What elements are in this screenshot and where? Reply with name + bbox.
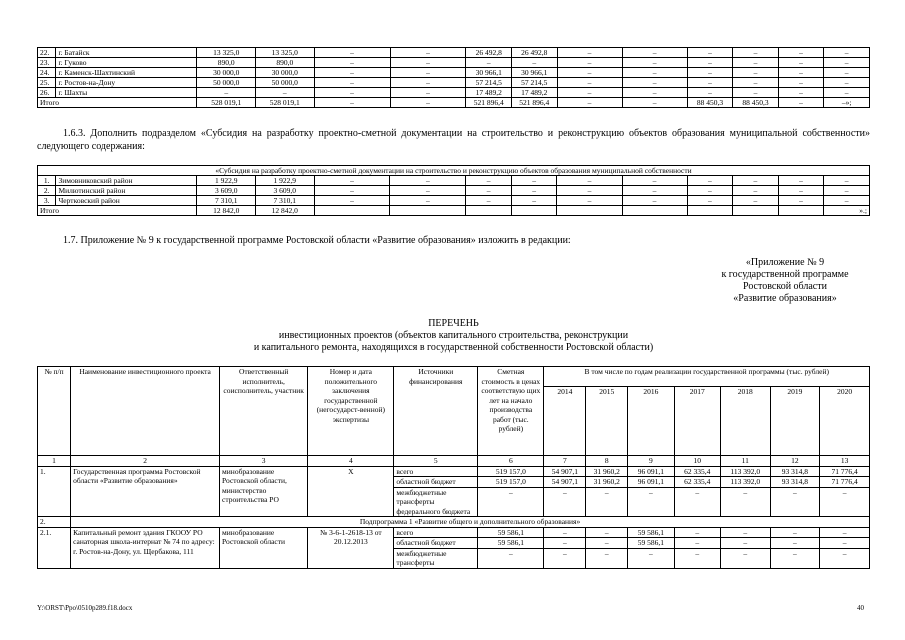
column-number: 3 bbox=[220, 456, 308, 467]
value-cell: – bbox=[511, 196, 557, 206]
row-number: 2. bbox=[38, 517, 71, 528]
value-cell: – bbox=[557, 88, 622, 98]
value-cell: 96 091,1 bbox=[628, 466, 674, 477]
value-cell: – bbox=[778, 58, 824, 68]
value-cell: – bbox=[820, 487, 870, 517]
row-number: 24. bbox=[38, 68, 56, 78]
value-cell: 62 335,4 bbox=[674, 466, 720, 477]
municipality-name: г. Шахты bbox=[56, 88, 197, 98]
value-cell: 17 489,2 bbox=[466, 88, 512, 98]
value-cell: – bbox=[197, 88, 256, 98]
value-cell: – bbox=[687, 88, 733, 98]
row-number: 2.1. bbox=[38, 527, 71, 568]
value-cell: 7 310,1 bbox=[197, 196, 256, 206]
expertise-date: № 3-6-1-2618-13 от 20.12.2013 bbox=[308, 527, 394, 568]
value-cell: 113 392,0 bbox=[720, 477, 770, 488]
value-cell: – bbox=[622, 186, 687, 196]
value-cell: – bbox=[314, 58, 390, 68]
value-cell: – bbox=[770, 538, 820, 549]
value-cell: 13 325,0 bbox=[256, 48, 315, 58]
value-cell: – bbox=[687, 176, 733, 186]
row-number: 25. bbox=[38, 78, 56, 88]
value-cell: 59 586,1 bbox=[478, 527, 544, 538]
value-cell: 54 907,1 bbox=[544, 466, 586, 477]
value-cell: – bbox=[733, 48, 779, 58]
value-cell: 890,0 bbox=[256, 58, 315, 68]
total-value-cell bbox=[557, 206, 622, 216]
value-cell: – bbox=[466, 176, 512, 186]
col-header-source: Источники финансирования bbox=[394, 367, 478, 456]
value-cell: – bbox=[511, 186, 557, 196]
subsidy-design-docs-table bbox=[37, 165, 870, 216]
value-cell: – bbox=[824, 186, 870, 196]
col-header-expertise: Номер и дата положительного заключения государственной (негосударст-венной) экспертизы bbox=[308, 367, 394, 456]
value-cell: – bbox=[314, 68, 390, 78]
table-row bbox=[38, 88, 870, 98]
municipality-name: г. Ростов-на-Дону bbox=[56, 78, 197, 88]
value-cell: – bbox=[824, 78, 870, 88]
value-cell: 890,0 bbox=[197, 58, 256, 68]
column-number: 12 bbox=[770, 456, 820, 467]
value-cell: – bbox=[511, 176, 557, 186]
appendix-line-1: «Приложение № 9 bbox=[745, 257, 825, 268]
value-cell: – bbox=[622, 176, 687, 186]
value-cell: – bbox=[622, 58, 687, 68]
appendix-line-4: «Развитие образования» bbox=[733, 293, 837, 304]
value-cell: 3 609,0 bbox=[255, 186, 314, 196]
value-cell: 31 960,2 bbox=[586, 466, 628, 477]
value-cell: – bbox=[544, 538, 586, 549]
appendix-line-2: к государственной программе bbox=[721, 269, 849, 280]
value-cell: – bbox=[511, 58, 557, 68]
value-cell: 26 492,8 bbox=[511, 48, 557, 58]
column-number: 13 bbox=[820, 456, 870, 467]
year-header: 2020 bbox=[820, 387, 870, 456]
appendix-caption bbox=[690, 257, 880, 305]
investment-projects-table bbox=[37, 366, 870, 569]
financing-source: областной бюджет bbox=[394, 477, 478, 488]
value-cell: – bbox=[557, 68, 622, 78]
row-number: 1. bbox=[38, 176, 56, 186]
value-cell: 59 586,1 bbox=[628, 527, 674, 538]
total-value-cell: – bbox=[314, 98, 390, 108]
total-value-cell: 12 842,0 bbox=[255, 206, 314, 216]
financing-source: межбюджетные трансферты bbox=[394, 548, 478, 568]
value-cell: 57 214,5 bbox=[511, 78, 557, 88]
value-cell: 30 000,0 bbox=[256, 68, 315, 78]
row-number: 1. bbox=[38, 466, 71, 517]
value-cell: 57 214,5 bbox=[466, 78, 512, 88]
total-label: Итого bbox=[38, 98, 197, 108]
title-line-1: ПЕРЕЧЕНЬ bbox=[428, 318, 479, 329]
total-value-cell bbox=[733, 206, 779, 216]
municipality-name: г. Батайск bbox=[56, 48, 197, 58]
subprogram-title: Подпрограмма 1 «Развитие общего и дополнительного образования» bbox=[71, 517, 870, 528]
value-cell: – bbox=[390, 88, 466, 98]
value-cell: – bbox=[466, 196, 512, 206]
col-header-name: Наименование инвестиционного проекта bbox=[71, 367, 220, 456]
total-value-cell: 528 019,1 bbox=[197, 98, 256, 108]
table-row bbox=[38, 48, 870, 58]
value-cell: – bbox=[674, 538, 720, 549]
total-value-cell bbox=[314, 206, 390, 216]
value-cell: – bbox=[586, 527, 628, 538]
col-header-executor: Ответственный исполнитель, соисполнитель, участник bbox=[220, 367, 308, 456]
value-cell: 31 960,2 bbox=[586, 477, 628, 488]
value-cell: – bbox=[824, 68, 870, 78]
value-cell: – bbox=[824, 58, 870, 68]
municipality-name: г. Каменск-Шахтинский bbox=[56, 68, 197, 78]
value-cell: – bbox=[557, 78, 622, 88]
column-number: 7 bbox=[544, 456, 586, 467]
total-value-cell: – bbox=[778, 98, 824, 108]
municipality-name: г. Гуково bbox=[56, 58, 197, 68]
value-cell: – bbox=[390, 196, 466, 206]
value-cell: – bbox=[622, 78, 687, 88]
value-cell: – bbox=[770, 527, 820, 538]
value-cell: – bbox=[557, 186, 622, 196]
table-row bbox=[38, 68, 870, 78]
footer-file-path: Y:\ORST\Ppo\0510p289.f18.docx bbox=[37, 604, 133, 612]
total-value-cell bbox=[687, 206, 733, 216]
value-cell: – bbox=[770, 548, 820, 568]
district-name: Милютинский район bbox=[56, 186, 197, 196]
column-number: 4 bbox=[308, 456, 394, 467]
total-label: Итого bbox=[38, 206, 197, 216]
value-cell: 17 489,2 bbox=[511, 88, 557, 98]
value-cell: – bbox=[778, 48, 824, 58]
value-cell: 62 335,4 bbox=[674, 477, 720, 488]
total-value-cell bbox=[511, 206, 557, 216]
value-cell: – bbox=[720, 548, 770, 568]
row-number: 23. bbox=[38, 58, 56, 68]
value-cell: – bbox=[720, 538, 770, 549]
financing-source: областной бюджет bbox=[394, 538, 478, 549]
value-cell: 1 922,9 bbox=[255, 176, 314, 186]
total-value-cell: – bbox=[557, 98, 622, 108]
value-cell: – bbox=[733, 88, 779, 98]
value-cell: – bbox=[778, 68, 824, 78]
value-cell: 50 000,0 bbox=[256, 78, 315, 88]
value-cell: 3 609,0 bbox=[197, 186, 256, 196]
expertise-date: Х bbox=[308, 466, 394, 517]
value-cell: – bbox=[390, 186, 466, 196]
column-number: 11 bbox=[720, 456, 770, 467]
value-cell: – bbox=[544, 548, 586, 568]
value-cell: – bbox=[733, 186, 779, 196]
year-header: 2018 bbox=[720, 387, 770, 456]
value-cell: – bbox=[687, 48, 733, 58]
total-value-cell bbox=[622, 206, 687, 216]
row-number: 2. bbox=[38, 186, 56, 196]
table-row bbox=[38, 196, 870, 206]
total-value-cell: ».; bbox=[824, 206, 870, 216]
value-cell: 26 492,8 bbox=[466, 48, 512, 58]
value-cell: – bbox=[390, 176, 466, 186]
value-cell: – bbox=[770, 487, 820, 517]
table-row bbox=[38, 466, 870, 477]
column-number: 2 bbox=[71, 456, 220, 467]
value-cell: 519 157,0 bbox=[478, 477, 544, 488]
document-title bbox=[37, 318, 870, 354]
value-cell: – bbox=[544, 527, 586, 538]
value-cell: 30 000,0 bbox=[197, 68, 256, 78]
total-row bbox=[38, 206, 870, 216]
value-cell: 30 966,1 bbox=[466, 68, 512, 78]
value-cell: 7 310,1 bbox=[255, 196, 314, 206]
total-value-cell: –»; bbox=[824, 98, 870, 108]
value-cell: – bbox=[314, 196, 390, 206]
value-cell: – bbox=[314, 88, 390, 98]
table-row bbox=[38, 527, 870, 538]
value-cell: – bbox=[687, 196, 733, 206]
value-cell: – bbox=[314, 48, 390, 58]
col-header-years-group: В том числе по годам реализации государственной программы (тыс. рублей) bbox=[544, 367, 870, 387]
value-cell: 71 776,4 bbox=[820, 466, 870, 477]
value-cell: – bbox=[314, 176, 390, 186]
total-value-cell: – bbox=[622, 98, 687, 108]
table-row bbox=[38, 186, 870, 196]
value-cell: – bbox=[544, 487, 586, 517]
value-cell: – bbox=[824, 196, 870, 206]
total-value-cell: 88 450,3 bbox=[733, 98, 779, 108]
total-value-cell bbox=[778, 206, 824, 216]
value-cell: – bbox=[586, 538, 628, 549]
value-cell: 59 586,1 bbox=[478, 538, 544, 549]
value-cell: – bbox=[687, 78, 733, 88]
value-cell: – bbox=[687, 58, 733, 68]
year-header: 2015 bbox=[586, 387, 628, 456]
value-cell: – bbox=[314, 78, 390, 88]
title-line-2: инвестиционных проектов (объектов капитального строительства, реконструкции bbox=[278, 330, 629, 341]
total-value-cell bbox=[466, 206, 512, 216]
value-cell: 113 392,0 bbox=[720, 466, 770, 477]
value-cell: – bbox=[478, 548, 544, 568]
value-cell: – bbox=[820, 527, 870, 538]
total-value-cell: 521 896,4 bbox=[511, 98, 557, 108]
column-number: 6 bbox=[478, 456, 544, 467]
paragraph-1-7: 1.7. Приложение № 9 к государственной программе Ростовской области «Развитие образования» изложить в редакции: bbox=[63, 235, 571, 246]
total-value-cell: – bbox=[390, 98, 466, 108]
value-cell: 71 776,4 bbox=[820, 477, 870, 488]
value-cell: 93 314,8 bbox=[770, 477, 820, 488]
value-cell: – bbox=[674, 548, 720, 568]
value-cell: 13 325,0 bbox=[197, 48, 256, 58]
year-header: 2019 bbox=[770, 387, 820, 456]
column-number: 5 bbox=[394, 456, 478, 467]
col-header-num: № п/п bbox=[38, 367, 71, 456]
row-number: 26. bbox=[38, 88, 56, 98]
value-cell: – bbox=[824, 88, 870, 98]
value-cell: – bbox=[687, 186, 733, 196]
value-cell: – bbox=[466, 186, 512, 196]
value-cell: – bbox=[390, 78, 466, 88]
value-cell: – bbox=[778, 88, 824, 98]
total-value-cell: 521 896,4 bbox=[466, 98, 512, 108]
total-value-cell: 528 019,1 bbox=[256, 98, 315, 108]
value-cell: – bbox=[256, 88, 315, 98]
value-cell: – bbox=[733, 176, 779, 186]
value-cell: – bbox=[478, 487, 544, 517]
value-cell: – bbox=[557, 176, 622, 186]
value-cell: – bbox=[687, 68, 733, 78]
value-cell: – bbox=[674, 527, 720, 538]
value-cell: – bbox=[622, 48, 687, 58]
value-cell: – bbox=[557, 58, 622, 68]
total-row bbox=[38, 98, 870, 108]
value-cell: – bbox=[390, 48, 466, 58]
value-cell: – bbox=[390, 68, 466, 78]
year-header: 2014 bbox=[544, 387, 586, 456]
footer-page-number: 40 bbox=[857, 604, 864, 612]
table-row bbox=[38, 58, 870, 68]
col-header-cost: Сметная стоимость в ценах соответствую щих лет на начало производства работ (тыс. рублей) bbox=[478, 367, 544, 456]
value-cell: – bbox=[628, 487, 674, 517]
column-number: 8 bbox=[586, 456, 628, 467]
total-value-cell: 88 450,3 bbox=[687, 98, 733, 108]
value-cell: – bbox=[622, 68, 687, 78]
value-cell: – bbox=[720, 487, 770, 517]
table-row bbox=[38, 78, 870, 88]
value-cell: – bbox=[557, 48, 622, 58]
value-cell: 93 314,8 bbox=[770, 466, 820, 477]
table-row bbox=[38, 176, 870, 186]
value-cell: 59 586,1 bbox=[628, 538, 674, 549]
value-cell: – bbox=[586, 548, 628, 568]
value-cell: – bbox=[824, 176, 870, 186]
value-cell: – bbox=[733, 78, 779, 88]
value-cell: – bbox=[314, 186, 390, 196]
value-cell: – bbox=[824, 48, 870, 58]
column-number: 10 bbox=[674, 456, 720, 467]
table-header: «Субсидия на разработку проектно-сметной документации на строительство и реконструкцию объектов образования муниципальной собственности bbox=[38, 166, 870, 176]
value-cell: – bbox=[778, 186, 824, 196]
value-cell: 50 000,0 bbox=[197, 78, 256, 88]
appendix-line-3: Ростовской области bbox=[743, 281, 827, 292]
total-value-cell bbox=[390, 206, 466, 216]
subsidy-continuation-table bbox=[37, 47, 870, 108]
value-cell: – bbox=[586, 487, 628, 517]
value-cell: – bbox=[557, 196, 622, 206]
row-number: 22. bbox=[38, 48, 56, 58]
value-cell: – bbox=[390, 58, 466, 68]
total-value-cell: 12 842,0 bbox=[197, 206, 256, 216]
value-cell: 54 907,1 bbox=[544, 477, 586, 488]
value-cell: – bbox=[628, 548, 674, 568]
subprogram-row bbox=[38, 517, 870, 528]
value-cell: – bbox=[733, 58, 779, 68]
value-cell: 96 091,1 bbox=[628, 477, 674, 488]
year-header: 2017 bbox=[674, 387, 720, 456]
value-cell: – bbox=[820, 538, 870, 549]
executor: минобразование Ростовской области, министерство строительства РО bbox=[220, 466, 308, 517]
value-cell: 519 157,0 bbox=[478, 466, 544, 477]
value-cell: 1 922,9 bbox=[197, 176, 256, 186]
value-cell: – bbox=[622, 196, 687, 206]
value-cell: – bbox=[466, 58, 512, 68]
financing-source: межбюджетные трансферты федерального бюджета bbox=[394, 487, 478, 517]
year-header: 2016 bbox=[628, 387, 674, 456]
row-number: 3. bbox=[38, 196, 56, 206]
value-cell: – bbox=[733, 196, 779, 206]
value-cell: – bbox=[674, 487, 720, 517]
value-cell: – bbox=[778, 196, 824, 206]
title-line-3: и капитального ремонта, находящихся в государственной собственности Ростовской области) bbox=[253, 342, 654, 353]
financing-source: всего bbox=[394, 527, 478, 538]
paragraph-1-6-3: 1.6.3. Дополнить подразделом «Субсидия на разработку проектно-сметной документации на строительство и реконструкцию объектов образования муниципальной собственности» следующего содержания: bbox=[37, 128, 870, 152]
value-cell: – bbox=[778, 78, 824, 88]
value-cell: 30 966,1 bbox=[511, 68, 557, 78]
column-number: 9 bbox=[628, 456, 674, 467]
column-number: 1 bbox=[38, 456, 71, 467]
value-cell: – bbox=[778, 176, 824, 186]
value-cell: – bbox=[720, 527, 770, 538]
value-cell: – bbox=[622, 88, 687, 98]
district-name: Зимовниковский район bbox=[56, 176, 197, 186]
project-name: Государственная программа Ростовской области «Развитие образования» bbox=[71, 466, 220, 517]
financing-source: всего bbox=[394, 466, 478, 477]
value-cell: – bbox=[733, 68, 779, 78]
value-cell: – bbox=[820, 548, 870, 568]
executor: минобразование Ростовской области bbox=[220, 527, 308, 568]
district-name: Чертковский район bbox=[56, 196, 197, 206]
project-name: Капитальный ремонт здания ГКООУ РО санаторная школа-интернат № 74 по адресу: г. Ростов-на-Дону, ул. Щербакова, 111 bbox=[71, 527, 220, 568]
